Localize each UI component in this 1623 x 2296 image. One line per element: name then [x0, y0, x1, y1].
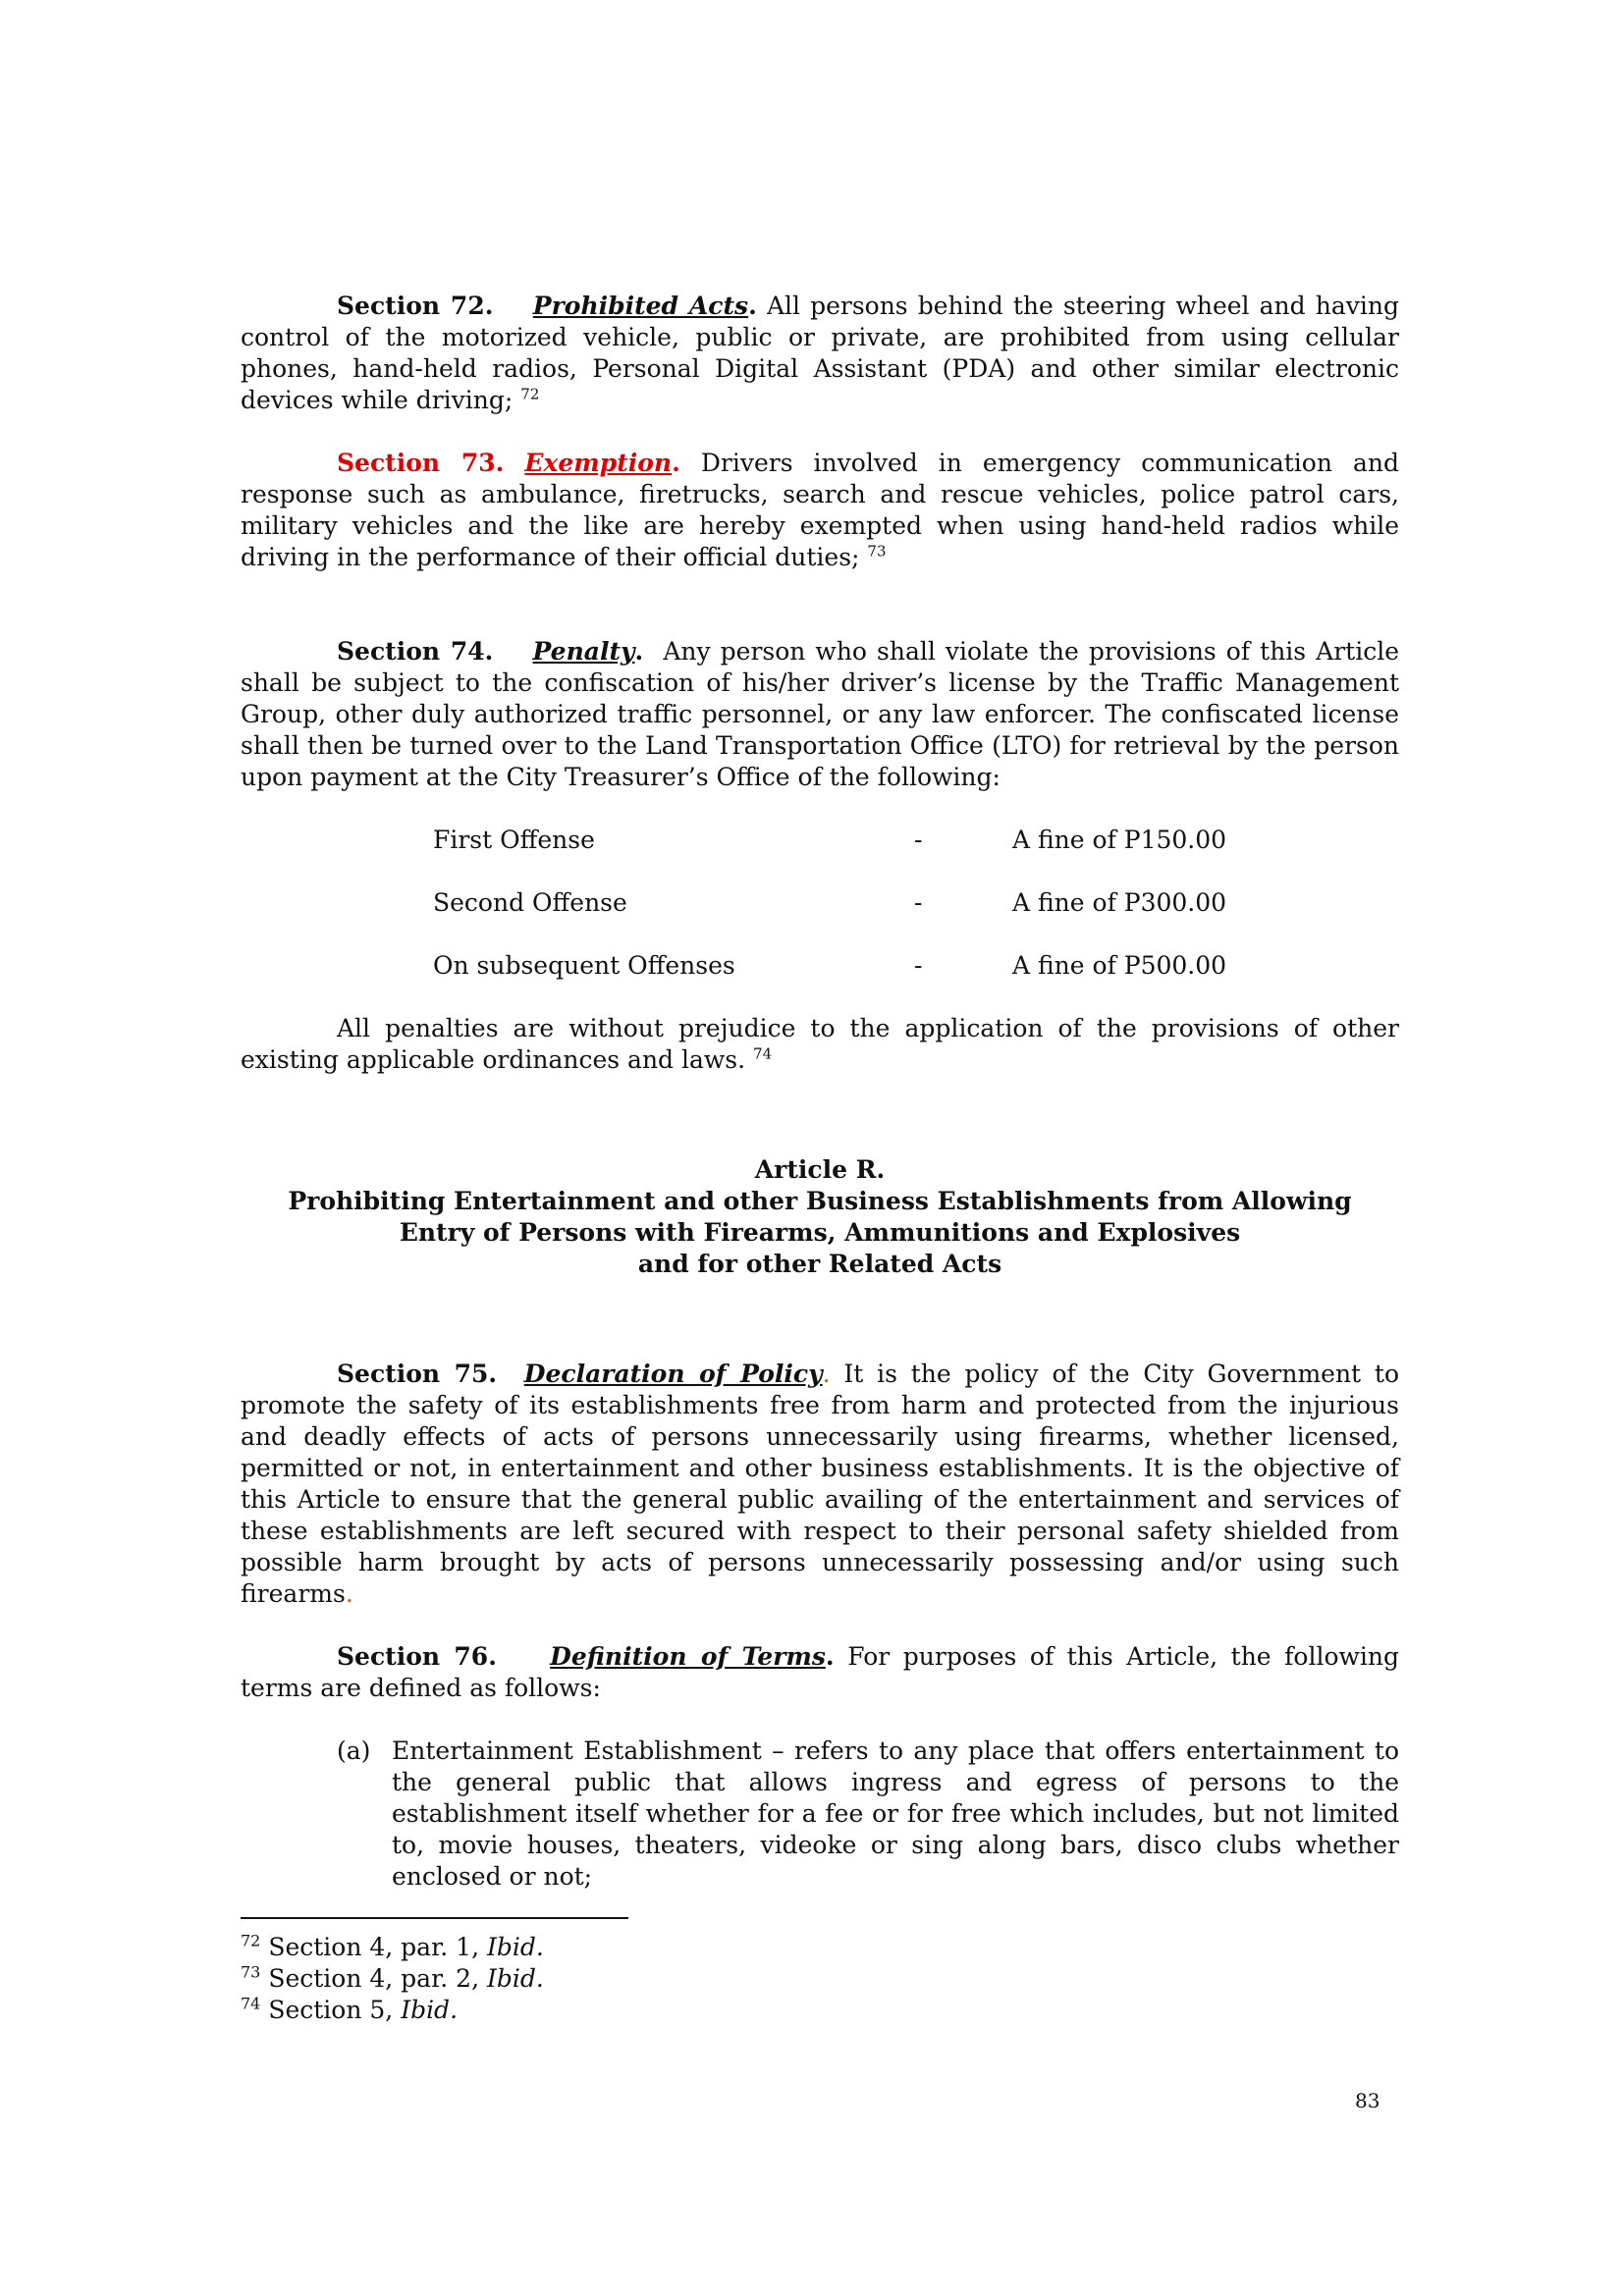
section-text: All persons behind the steering wheel and having control of the motorized vehicle, public or private, are prohibited from using cellular phones, hand-held radios, Personal Digital Assistant (PDA) and other similar electronic devices while driving; [241, 292, 1399, 414]
footnotes [241, 1932, 928, 2026]
section-title: Penalty [532, 637, 635, 666]
offense-label: On subsequent Offenses [433, 951, 735, 980]
section-73: Section 73. Exemption. Drivers involved in emergency communication and response such as ambulance, firetrucks, search and rescue vehicles, police patrol cars, military vehicles and the like are hereby exempted when using hand-held radios while driving in the performance of their official duties; $^{73}$ [241, 449, 1399, 571]
definition-item [337, 1735, 1399, 1893]
article-title-line: and for other Related Acts [637, 1250, 1002, 1278]
section-label: Section 75. [337, 1360, 498, 1388]
section-label: Section 76. [337, 1642, 497, 1671]
article-title-line: Prohibiting Entertainment and other Business Establishments from Allowing [288, 1187, 1352, 1215]
section-72: Section 72. Prohibited Acts. All persons behind the steering wheel and having control of the motorized vehicle, public or private, are prohibited from using cellular phones, hand-held radios, Personal Digital Assistant (PDA) and other similar electronic devices while driving; $^{72}$ [241, 292, 1399, 414]
document-body [241, 291, 1399, 1893]
section-text: Any person who shall violate the provisions of this Article shall be subject to the confiscation of his/her driver’s license by the Traffic Management Group, other duly authorized traffic personnel, or any law enforcer. The confiscated license shall then be turned over to the Land Transportation Office (LTO) for retrieval by the person upon payment at the City Treasurer’s Office of the following: [241, 637, 1399, 791]
footnote-ref[interactable]: 72 [520, 385, 540, 403]
footnote-ref[interactable]: 74 [753, 1044, 773, 1063]
dash: - [914, 951, 923, 980]
offense-label: Second Offense [433, 888, 627, 917]
fine-row [433, 825, 1238, 887]
penalty-closing: All penalties are without prejudice to the application of the provisions of other existing applicable ordinances and laws. $^{74}$ [241, 1014, 1399, 1074]
section-74: Section 74. Penalty. Any person who shall violate the provisions of this Article shall be subject to the confiscation of his/her driver’s license by the Traffic Management Group, other duly authorized traffic personnel, or any law enforcer. The confiscated license shall then be turned over to the Land Transportation Office (LTO) for retrieval by the person upon payment at the City Treasurer’s Office of the following: [241, 637, 1399, 791]
section-label: Section 72. [337, 292, 494, 320]
footnote: $^{74}$ Section 5, Ibid. [241, 1994, 459, 2024]
footnote: $^{72}$ Section 4, par. 1, Ibid. [241, 1931, 544, 1961]
section-title: Prohibited Acts [532, 292, 749, 320]
section-text: It is the policy of the City Government to promote the safety of its establishments free from harm and protected from the injurious and deadly effects of acts of persons unnecessarily using firearms, whether licensed, permitted or not, in entertainment and other business establishments. It is the objective of this Article to ensure that the general public availing of the entertainment and services of these establishments are left secured with respect to their personal safety shielded from possible harm brought by acts of persons unnecessarily possessing and/or using such firearms [241, 1360, 1399, 1608]
fine-amount: A fine of P150.00 [1012, 826, 1227, 854]
fine-amount: A fine of P300.00 [1012, 888, 1227, 917]
footnote-ref[interactable]: 73 [867, 542, 887, 561]
fine-row [433, 950, 1238, 1013]
footnote-separator [241, 1917, 628, 1919]
dash: - [914, 826, 923, 854]
section-title: Declaration of Policy [523, 1360, 823, 1388]
fine-row [433, 887, 1238, 950]
dash: - [914, 888, 923, 917]
definition-text: Entertainment Establishment – refers to any place that offers entertainment to the general public that allows ingress and egress of persons to the establishment itself whether for a fee or for free which includes, but not limited to, movie houses, theaters, videoke or sing along bars, disco clubs whether enclosed or not; [392, 1736, 1399, 1891]
section-75: Section 75. Declaration of Policy. It is the policy of the City Government to promote the safety of its establishments free from harm and protected from the injurious and deadly effects of acts of persons unnecessarily using firearms, whether licensed, permitted or not, in entertainment and other business establishments. It is the objective of this Article to ensure that the general public availing of the entertainment and services of these establishments are left secured with respect to their personal safety shielded from possible harm brought by acts of persons unnecessarily possessing and/or using such firearms. [241, 1360, 1399, 1608]
section-text: Drivers involved in emergency communication and response such as ambulance, firetrucks, search and rescue vehicles, police patrol cars, military vehicles and the like are hereby exempted when using hand-held radios while driving in the performance of their official duties; [241, 449, 1399, 571]
section-text: For purposes of this Article, the following terms are defined as follows: [241, 1642, 1400, 1702]
fine-schedule [433, 825, 1238, 1013]
section-76: Section 76. Definition of Terms. For purposes of this Article, the following terms are defined as follows: [241, 1642, 1400, 1702]
page-number: 83 [1355, 2089, 1380, 2112]
article-label: Article R. [754, 1155, 886, 1184]
section-label: Section 73. [337, 449, 505, 477]
section-title: Definition of Terms [550, 1642, 826, 1671]
footnote: $^{73}$ Section 4, par. 2, Ibid. [241, 1962, 544, 1993]
section-title: Exemption [524, 449, 673, 477]
definition-label: (a) [337, 1736, 371, 1765]
article-heading [241, 1154, 1399, 1280]
article-title-line: Entry of Persons with Firearms, Ammunitions and Explosives [399, 1218, 1241, 1247]
fine-amount: A fine of P500.00 [1012, 951, 1227, 980]
section-label: Section 74. [337, 637, 494, 666]
offense-label: First Offense [433, 826, 595, 854]
